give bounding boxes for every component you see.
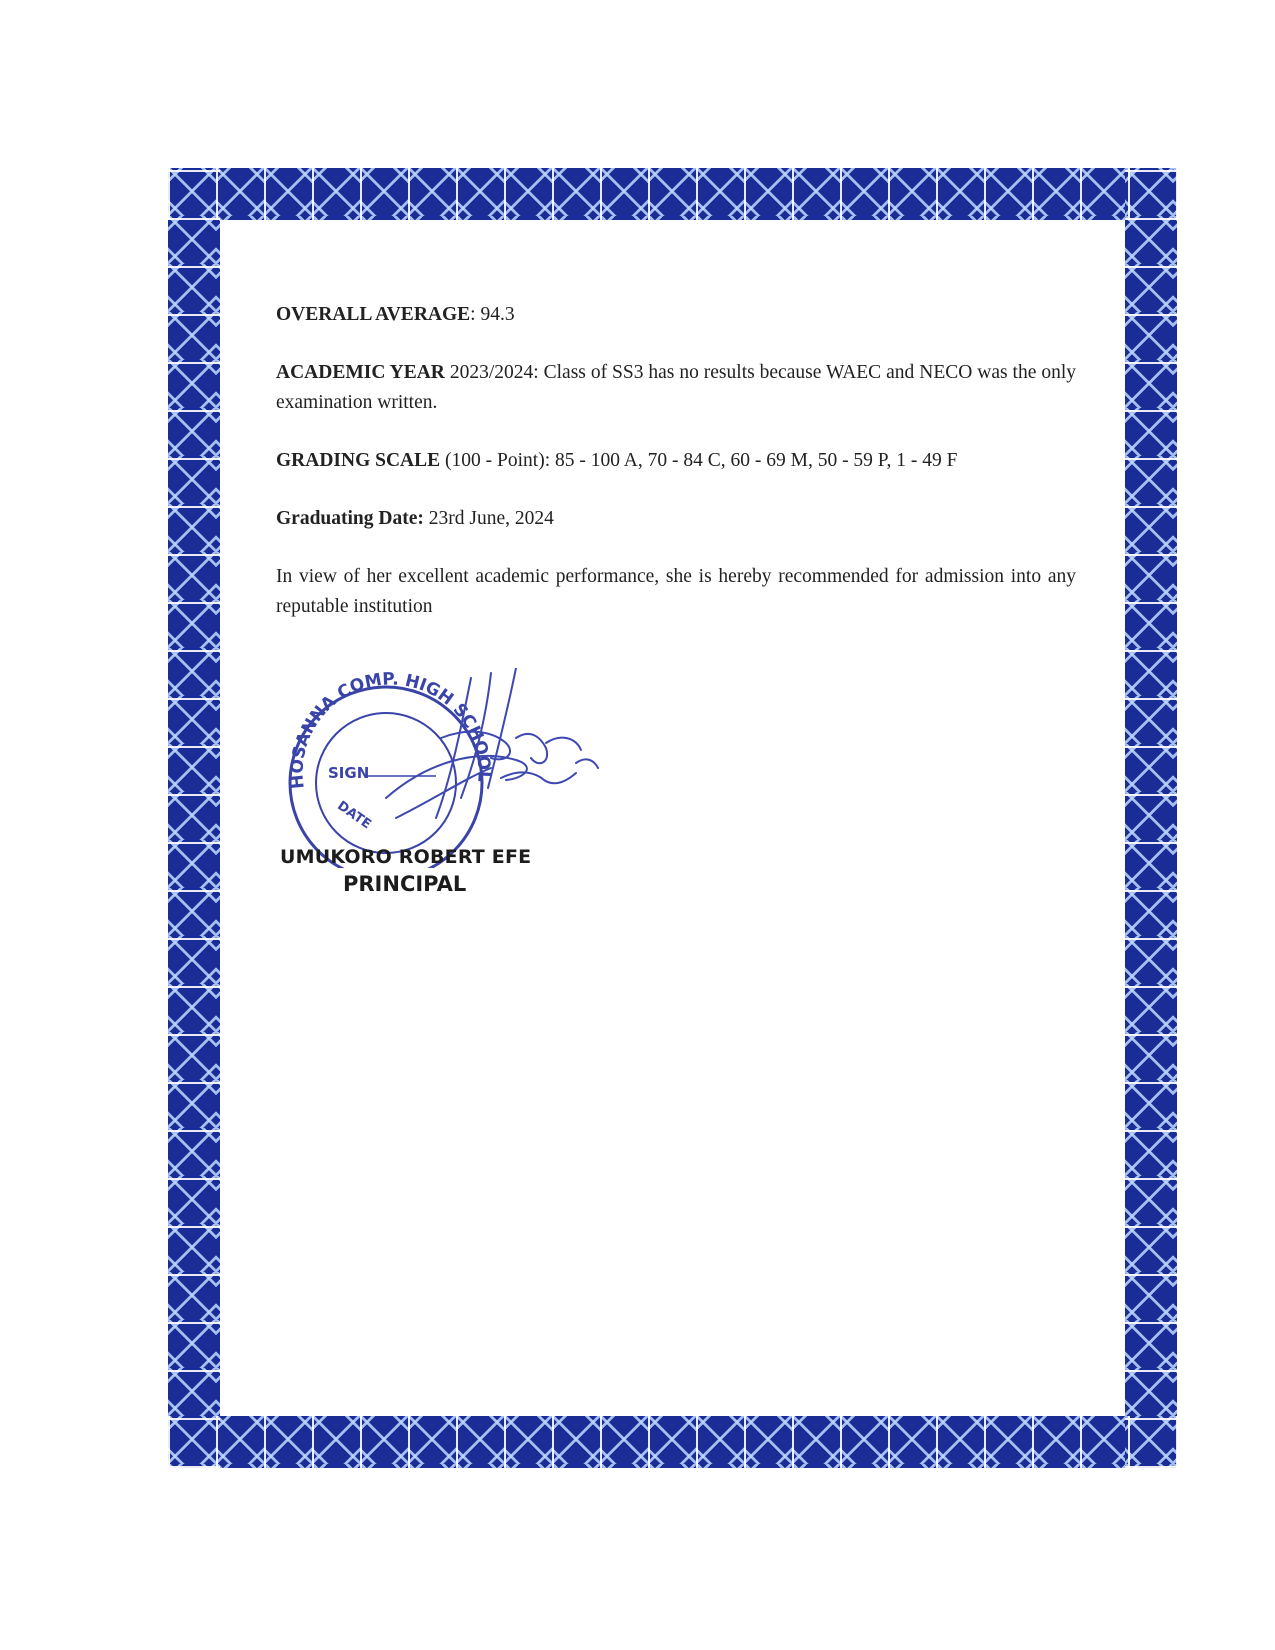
- stamp-date-label: DATE: [334, 798, 374, 833]
- border-right: [1125, 168, 1177, 1468]
- border-bottom: [168, 1416, 1177, 1468]
- overall-average-value: : 94.3: [470, 304, 515, 325]
- graduating-date-line: [276, 504, 1076, 534]
- signature-block: [276, 668, 616, 918]
- grading-scale-label: GRADING SCALE: [276, 450, 441, 471]
- stamp-sign-label: SIGN: [328, 764, 370, 782]
- academic-year-text: 2023/2024: Class of SS3 has no results because WAEC and NECO was the only examination written.: [276, 362, 1076, 413]
- border-left: [168, 168, 220, 1468]
- graduating-date-value: 23rd June, 2024: [423, 508, 554, 529]
- principal-title: PRINCIPAL: [343, 872, 467, 896]
- stamp-ring-text: HOSANNA COMP. HIGH SCHOOL: [287, 669, 494, 790]
- graduating-date-label: Graduating Date:: [276, 508, 424, 529]
- recommendation-text: In view of her excellent academic performance, she is hereby recommended for admission into any reputable institution: [276, 566, 1076, 617]
- overall-average-line: [276, 300, 1076, 330]
- overall-average-label: OVERALL AVERAGE: [276, 304, 471, 325]
- school-stamp: [276, 668, 616, 868]
- principal-name: UMUKORO ROBERT EFE: [280, 846, 532, 868]
- academic-year-label: ACADEMIC YEAR: [276, 362, 445, 383]
- document-content: [276, 300, 1076, 650]
- border-top: [168, 168, 1177, 220]
- academic-year-line: [276, 358, 1076, 418]
- grading-scale-text: (100 - Point): 85 - 100 A, 70 - 84 C, 60 - 69 M, 50 - 59 P, 1 - 49 F: [440, 450, 958, 471]
- grading-scale-line: [276, 446, 1076, 476]
